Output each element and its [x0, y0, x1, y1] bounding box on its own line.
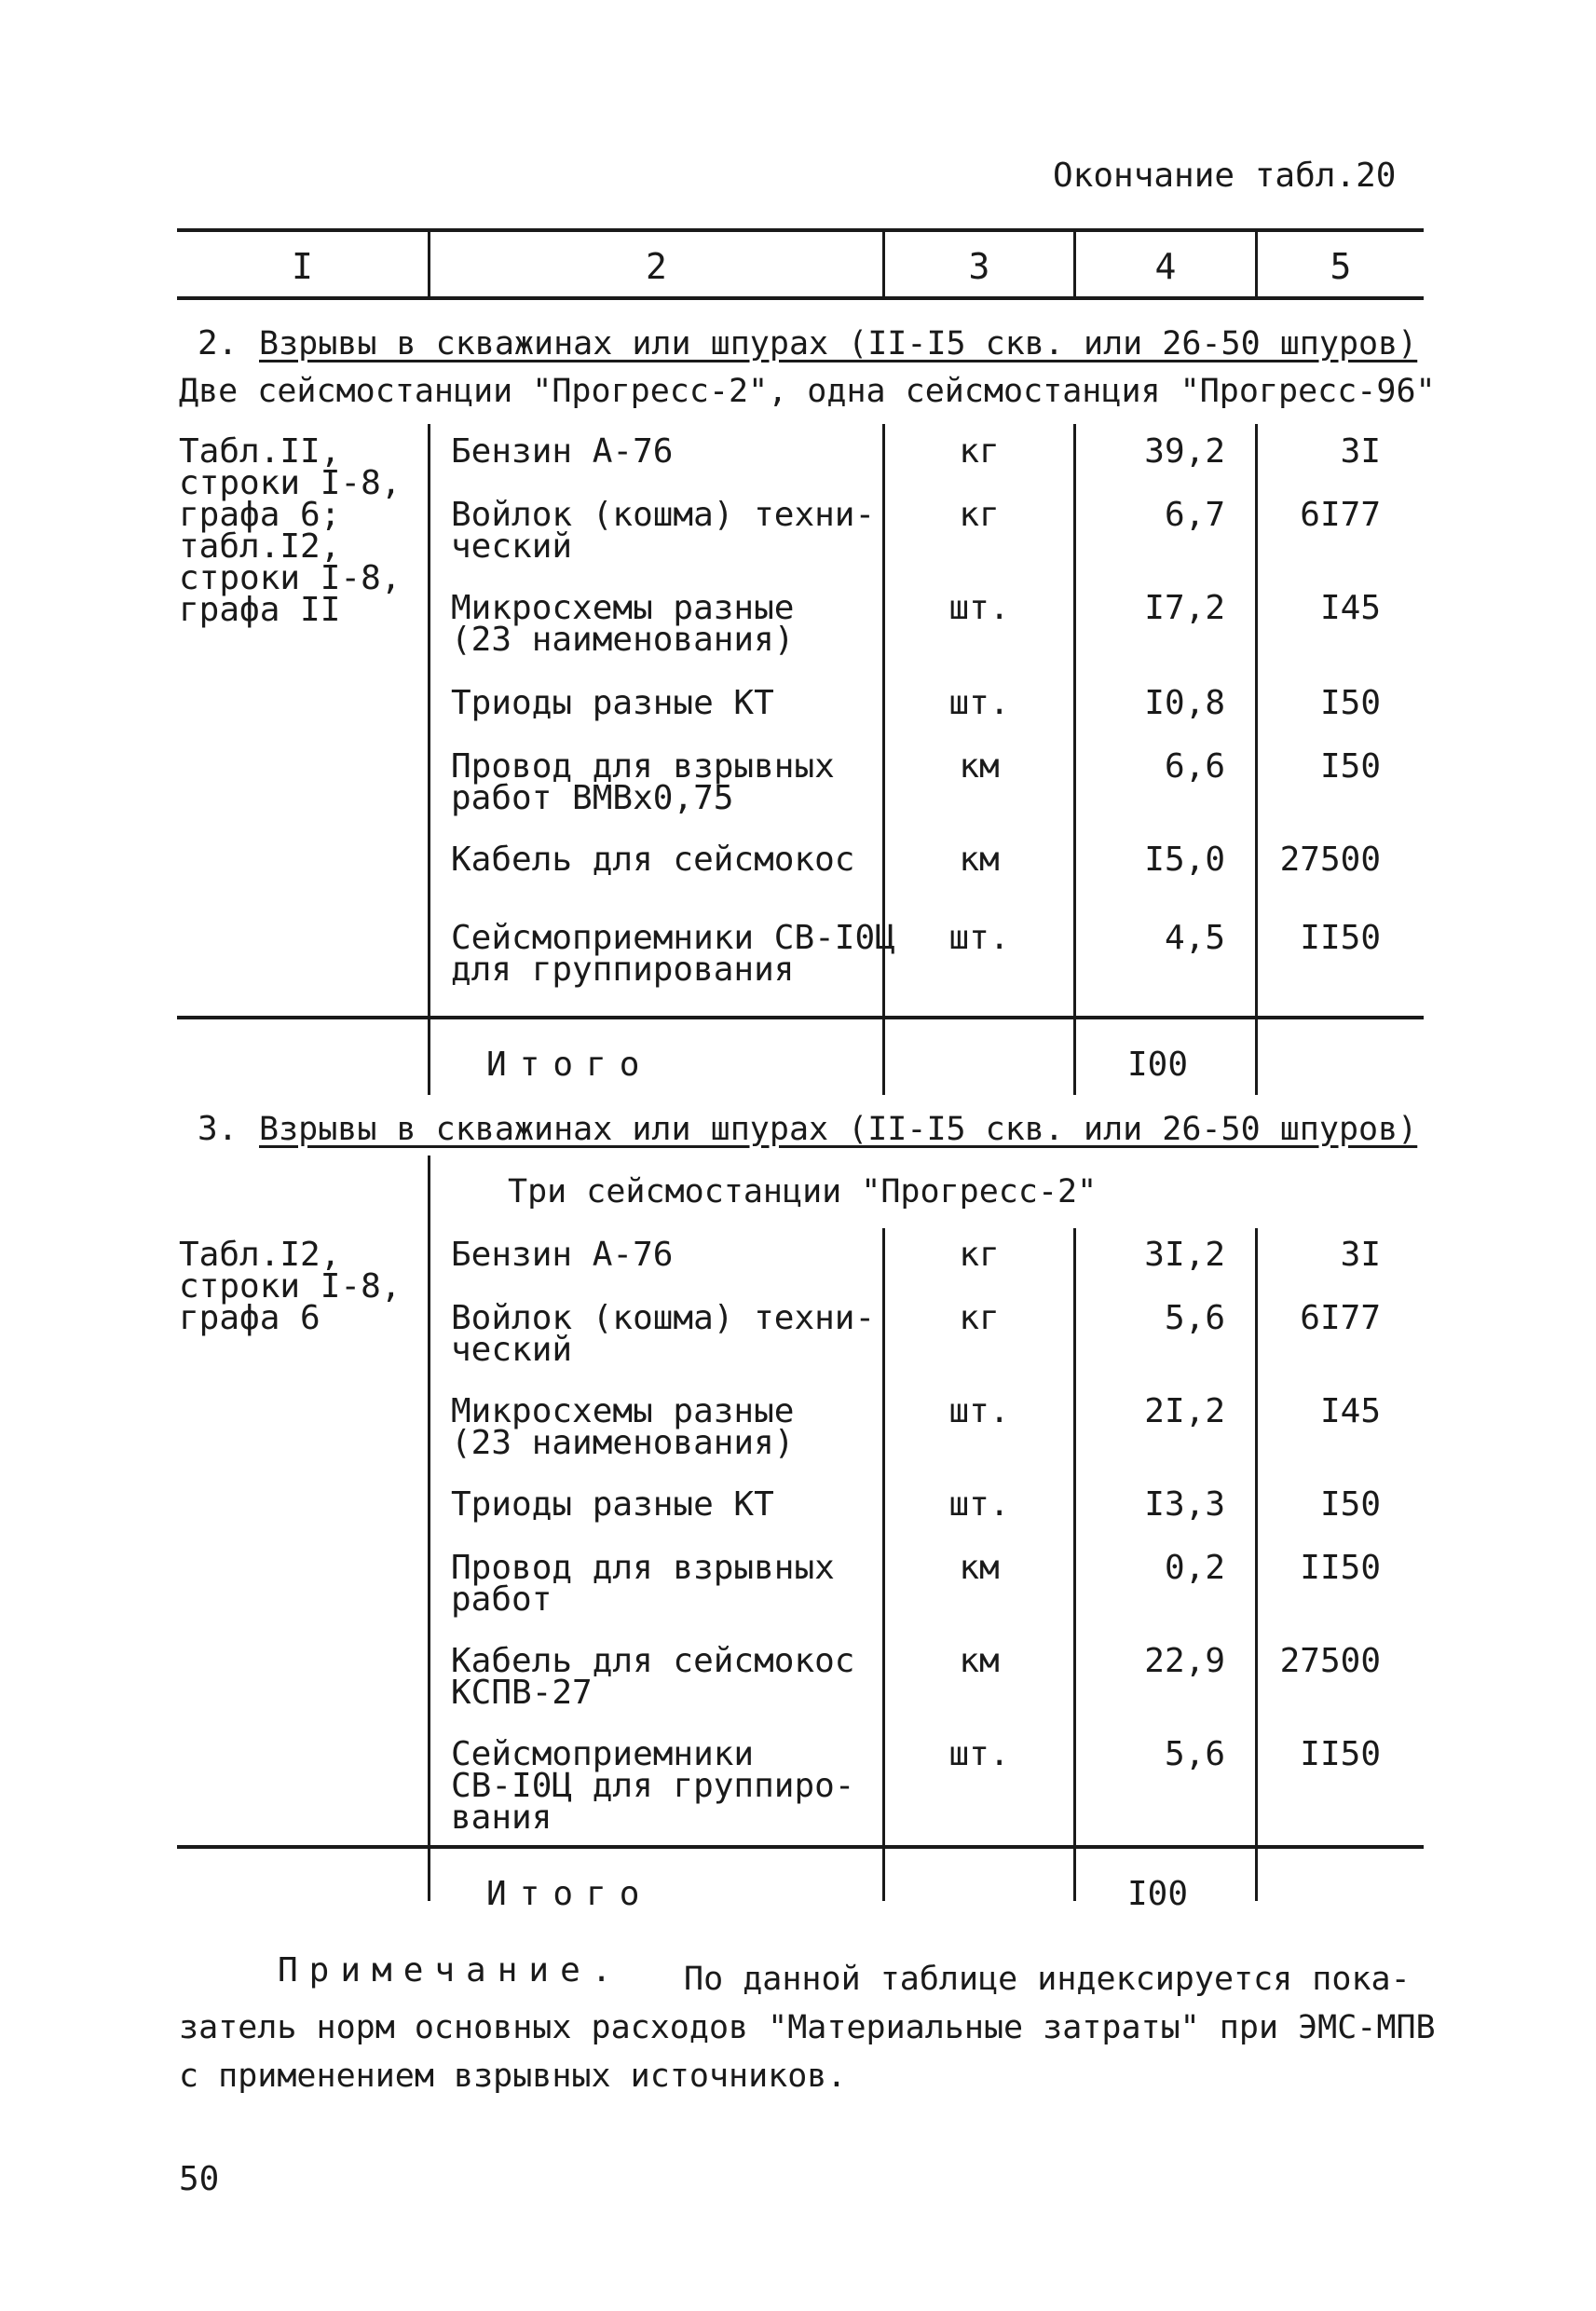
item-unit: км [959, 747, 1000, 786]
item-name: Триоды разные КТ [451, 684, 774, 722]
item-unit: кг [959, 432, 1000, 471]
item-quantity: 2I,2 [1144, 1392, 1225, 1430]
source-reference: Табл.II, строки I-8, графа 6; табл.I2, строки I-8, графа II [179, 432, 402, 629]
header-col-1: I [292, 246, 313, 287]
item-unit: шт. [948, 589, 1010, 627]
item-name: Войлок (кошма) техни- ческий [451, 496, 876, 566]
item-code: I50 [1319, 1485, 1381, 1524]
section-title: Взрывы в скважинах или шпурах (II-I5 скв. или 26-50 шпуров) [259, 1111, 1418, 1148]
item-quantity: I5,0 [1144, 841, 1225, 879]
page-number: 50 [179, 2160, 220, 2198]
item-code: 6I77 [1300, 1299, 1381, 1337]
header-col-3: 3 [968, 246, 990, 287]
item-code: I50 [1319, 684, 1381, 722]
item-unit: шт. [948, 684, 1010, 722]
item-unit: км [959, 1549, 1000, 1587]
item-quantity: 0,2 [1164, 1549, 1225, 1587]
section-subtitle: Три сейсмостанции "Прогресс-2" [508, 1173, 1098, 1210]
item-unit: кг [959, 1299, 1000, 1337]
header-col-5: 5 [1330, 246, 1352, 287]
total-label: Итого [486, 1046, 653, 1084]
table-continuation-caption: Окончание табл.20 [1053, 157, 1397, 195]
item-unit: км [959, 1642, 1000, 1680]
item-unit: кг [959, 1236, 1000, 1274]
note-label: Примечание. [278, 1951, 623, 1990]
item-code: II50 [1300, 1735, 1381, 1773]
item-name: Провод для взрывных работ [451, 1549, 835, 1619]
item-quantity: 6,7 [1164, 496, 1225, 534]
total-rule [177, 1016, 1424, 1019]
item-quantity: I3,3 [1144, 1485, 1225, 1524]
item-code: II50 [1300, 919, 1381, 957]
item-unit: км [959, 841, 1000, 879]
item-quantity: 39,2 [1144, 432, 1225, 471]
item-name: Войлок (кошма) техни- ческий [451, 1299, 876, 1369]
item-unit: шт. [948, 1485, 1010, 1524]
total-rule [177, 1845, 1424, 1849]
item-name: Микросхемы разные (23 наименования) [451, 1392, 795, 1462]
item-code: 6I77 [1300, 496, 1381, 534]
total-value: I00 [1127, 1875, 1189, 1913]
section-title: Взрывы в скважинах или шпурах (II-I5 скв. или 26-50 шпуров) [259, 325, 1418, 362]
item-quantity: 5,6 [1164, 1735, 1225, 1773]
item-code: 3I [1340, 432, 1381, 471]
item-code: 27500 [1279, 1642, 1381, 1680]
item-quantity: 22,9 [1144, 1642, 1225, 1680]
item-code: II50 [1300, 1549, 1381, 1587]
item-unit: шт. [948, 1392, 1010, 1430]
item-unit: кг [959, 496, 1000, 534]
column-divider [428, 424, 430, 1095]
section-number: 2. [198, 324, 239, 362]
item-quantity: 6,6 [1164, 747, 1225, 786]
item-quantity: 5,6 [1164, 1299, 1225, 1337]
total-value: I00 [1127, 1046, 1189, 1084]
section-number: 3. [198, 1110, 239, 1148]
item-name: Кабель для сейсмокос [451, 841, 855, 879]
item-quantity: 4,5 [1164, 919, 1225, 957]
item-code: I45 [1319, 1392, 1381, 1430]
section-subtitle: Две сейсмостанции "Прогресс-2", одна сейсмостанция "Прогресс-96" [179, 373, 1436, 410]
header-top-rule [177, 228, 1424, 232]
item-quantity: I7,2 [1144, 589, 1225, 627]
item-name: Триоды разные КТ [451, 1485, 774, 1524]
item-name: Кабель для сейсмокос КСПВ-27 [451, 1642, 855, 1712]
item-name: Сейсмоприемники СВ-I0Ц для группирования [451, 919, 895, 989]
header-bottom-rule [177, 296, 1424, 300]
item-name: Микросхемы разные (23 наименования) [451, 589, 795, 659]
item-code: 27500 [1279, 841, 1381, 879]
item-code: I50 [1319, 747, 1381, 786]
column-divider [428, 1156, 430, 1901]
header-col-4: 4 [1154, 246, 1177, 287]
item-code: I45 [1319, 589, 1381, 627]
header-col-2: 2 [646, 246, 667, 287]
item-quantity: 3I,2 [1144, 1236, 1225, 1274]
item-name: Бензин А-76 [451, 432, 674, 471]
item-name: Провод для взрывных работ ВМВх0,75 [451, 747, 835, 817]
item-name: Сейсмоприемники СВ-I0Ц для группиро- вания [451, 1735, 855, 1837]
item-quantity: I0,8 [1144, 684, 1225, 722]
item-unit: шт. [948, 1735, 1010, 1773]
source-reference: Табл.I2, строки I-8, графа 6 [179, 1236, 402, 1337]
note-text: По данной таблице индексируется пока- затель норм основных расходов "Материальные затраты" при ЭМС-МПВ с применением взрывных источников. [179, 1961, 1436, 2095]
item-name: Бензин А-76 [451, 1236, 674, 1274]
item-unit: шт. [948, 919, 1010, 957]
item-code: 3I [1340, 1236, 1381, 1274]
total-label: Итого [486, 1875, 653, 1913]
